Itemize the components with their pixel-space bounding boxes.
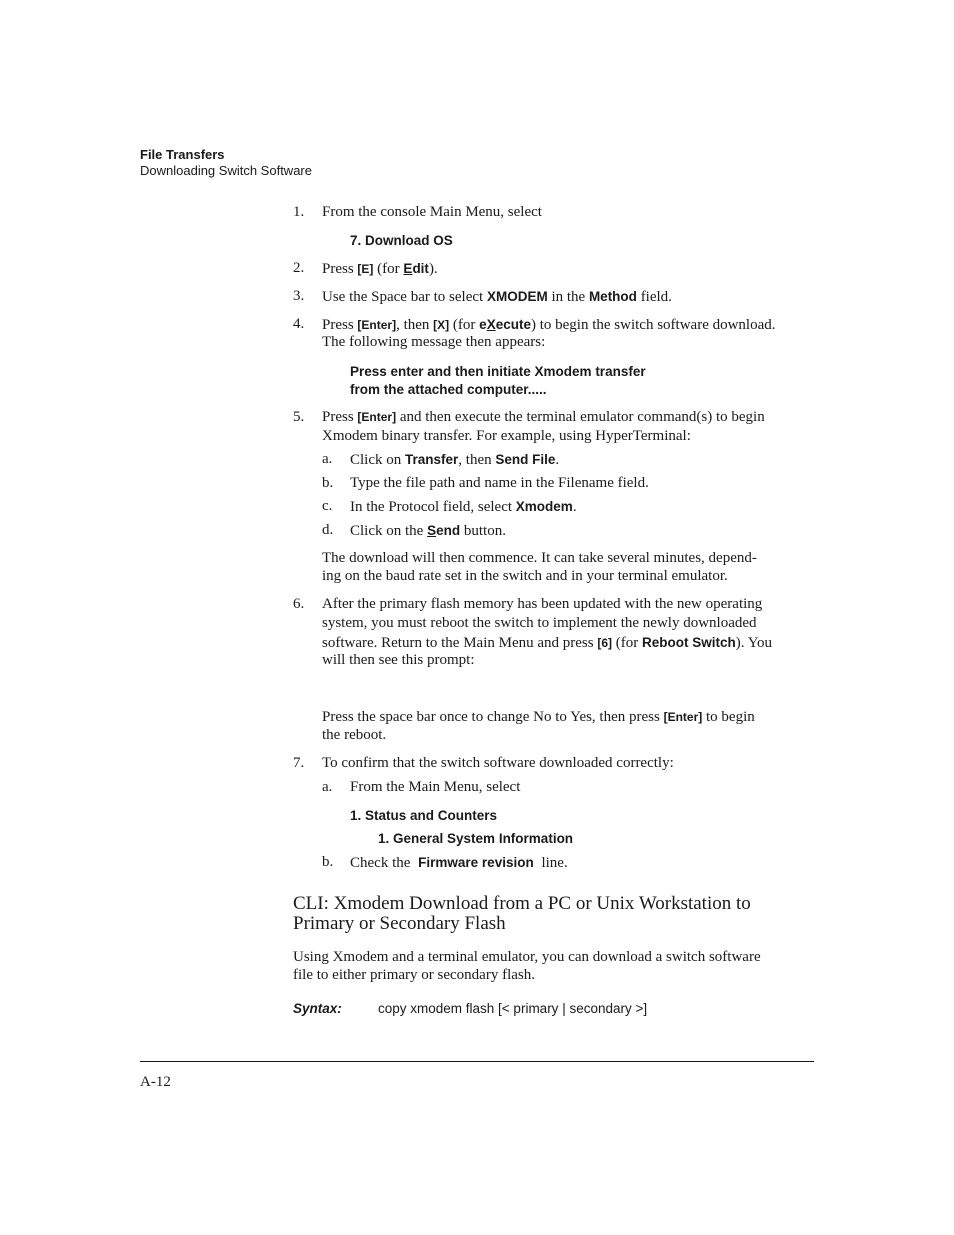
step-text-line: The following message then appears: <box>322 334 546 350</box>
footer-rule <box>140 1061 814 1062</box>
step-text: Press [Enter], then [X] (for eXecute) to begin the switch software download. <box>322 317 776 333</box>
step-text: To confirm that the switch software downloaded correctly: <box>322 755 674 771</box>
page-number: A-12 <box>140 1074 171 1090</box>
section-title: Downloading Switch Software <box>140 163 312 178</box>
substep-text: In the Protocol field, select Xmodem. <box>350 499 577 515</box>
step-number: 4. <box>293 316 305 332</box>
step-text-line: software. Return to the Main Menu and press [6] (for Reboot Switch). You <box>322 635 773 651</box>
step-number: 7. <box>293 755 305 771</box>
substep-text: Type the file path and name in the Filename field. <box>350 475 649 491</box>
step-text: From the console Main Menu, select <box>322 204 542 220</box>
syntax-label: Syntax: <box>293 1001 342 1016</box>
console-message: Press enter and then initiate Xmodem transfer <box>350 364 646 379</box>
step-number: 5. <box>293 409 305 425</box>
substep-label: b. <box>322 475 334 491</box>
syntax-command: copy xmodem flash [< primary | secondary >] <box>378 1001 648 1016</box>
substep-text: From the Main Menu, select <box>350 779 521 795</box>
paragraph: Using Xmodem and a terminal emulator, you can download a switch software <box>293 949 761 965</box>
step-number: 2. <box>293 260 305 276</box>
prompt-instruction: Press the space bar once to change No to Yes, then press [Enter] to begin <box>322 709 755 725</box>
prompt-instruction: the reboot. <box>322 727 387 743</box>
substep-label: b. <box>322 854 334 870</box>
step-text-line: system, you must reboot the switch to implement the newly downloaded <box>322 615 757 631</box>
menu-item: 7. Download OS <box>350 233 453 248</box>
note-text: ing on the baud rate set in the switch and in your terminal emulator. <box>322 568 728 584</box>
step-text-line: Xmodem binary transfer. For example, using HyperTerminal: <box>322 428 691 444</box>
key-label: [E] <box>357 262 374 276</box>
step-number: 3. <box>293 288 305 304</box>
substep-label: a. <box>322 451 333 467</box>
substep-label: d. <box>322 522 334 538</box>
substep-text: Click on Transfer, then Send File. <box>350 452 560 468</box>
substep-label: c. <box>322 498 333 514</box>
substep-text: Click on the Send button. <box>350 523 506 539</box>
step-number: 6. <box>293 596 305 612</box>
chapter-title: File Transfers <box>140 147 225 162</box>
step-text-line: will then see this prompt: <box>322 652 475 668</box>
step-text: Press [Enter] and then execute the terminal emulator command(s) to begin <box>322 409 765 425</box>
menu-item: 1. Status and Counters <box>350 808 498 823</box>
step-text: After the primary flash memory has been updated with the new operating <box>322 596 763 612</box>
console-message: from the attached computer..... <box>350 382 547 397</box>
menu-item: 1. General System Information <box>378 831 574 846</box>
paragraph: file to either primary or secondary flash. <box>293 967 535 983</box>
section-heading: CLI: Xmodem Download from a PC or Unix Workstation to <box>293 893 751 914</box>
substep-label: a. <box>322 779 333 795</box>
section-heading: Primary or Secondary Flash <box>293 913 506 934</box>
step-number: 1. <box>293 204 305 220</box>
substep-text: Check the Firmware revision line. <box>350 855 568 871</box>
step-text: Use the Space bar to select XMODEM in the Method field. <box>322 289 672 305</box>
step-text: Press [E] (for Edit). <box>322 261 438 277</box>
note-text: The download will then commence. It can take several minutes, depend- <box>322 550 757 566</box>
